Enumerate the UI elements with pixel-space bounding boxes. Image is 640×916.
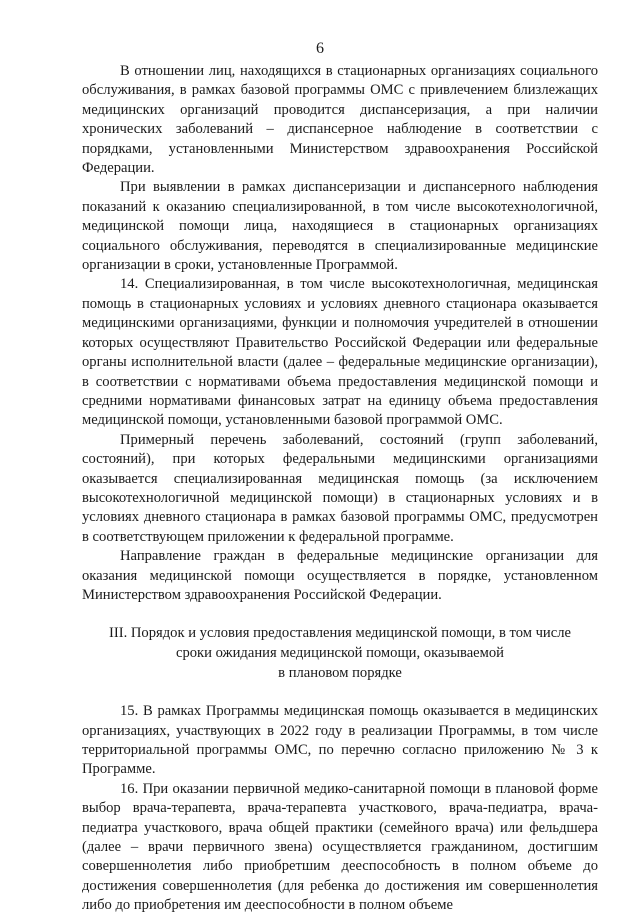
paragraph-item-15: 15. В рамках Программы медицинская помощь оказывается в медицинских организациях, участвующих в 2022 году в реализации Программы, в том числе территориальной программы ОМС, по перечню согласно приложению № 3 к Программе. bbox=[82, 703, 598, 778]
paragraph-specialized-transfer: При выявлении в рамках диспансеризации и диспансерного наблюдения показаний к оказанию специализированной, в том числе высокотехнологичной, медицинской помощи лица, находящиеся в стационарных организациях социального обслуживания, переводятся в специализированные медицинские организации в сроки, установленные Программой. bbox=[82, 179, 598, 274]
document-body bbox=[82, 62, 598, 916]
section-heading-line: в плановом порядке bbox=[278, 664, 402, 681]
paragraph-referral-federal: Направление граждан в федеральные медицинские организации для оказания медицинской помощи осуществляется в порядке, установленном Министерством здравоохранения Российской Федерации. bbox=[82, 548, 598, 603]
paragraph-item-16: 16. При оказании первичной медико-санитарной помощи в плановой форме выбор врача-терапевта, врача-терапевта участкового, врача-педиатра, врача-педиатра участкового, врача общей практики (семейного врача) или фельдшера (далее – врачи первичного звена) осуществляется гражданином, достигшим совершеннолетия либо приобретшим дееспособность в полном объеме до достижения совершеннолетия (для ребенка до достижения им совершеннолетия либо до приобретения им дееспособности в полном объеме bbox=[82, 780, 598, 914]
page-number: 6 bbox=[316, 40, 324, 57]
paragraph-disease-list: Примерный перечень заболеваний, состояний (групп заболеваний, состояний), при которых федеральными медицинскими организациями оказывается специализированная медицинская помощь (за исключением высокотехнологичной медицинской помощи) в стационарных условиях и в условиях дневного стационара в рамках базовой программы ОМС, предусмотрен в соответствующем приложении к федеральной программе. bbox=[82, 431, 598, 545]
paragraph-stationary-organizations: В отношении лиц, находящихся в стационарных организациях социального обслуживания, в рамках базовой программы ОМС с привлечением близлежащих медицинских организаций проводится диспансеризация, а при наличии хронических заболеваний – диспансерное наблюдение в соответствии с порядками, установленными Министерством здравоохранения Российской Федерации. bbox=[82, 63, 598, 177]
section-heading-line: сроки ожидания медицинской помощи, оказываемой bbox=[175, 644, 504, 661]
paragraph-item-14: 14. Специализированная, в том числе высокотехнологичная, медицинская помощь в стационарных условиях и условиях дневного стационара оказывается медицинскими организациями, функции и полномочия учредителей в отношении которых осуществляют Правительство Российской Федерации или федеральные органы исполнительной власти (далее – федеральные медицинские организации), в соответствии с нормативами объема предоставления медицинской помощи и средними нормативами финансовых затрат на единицу объема предоставления медицинской помощи, установленными базовой программой ОМС. bbox=[82, 276, 598, 429]
section-heading-iii bbox=[82, 624, 598, 683]
section-heading-line: III. Порядок и условия предоставления медицинской помощи, в том числе bbox=[109, 625, 571, 642]
